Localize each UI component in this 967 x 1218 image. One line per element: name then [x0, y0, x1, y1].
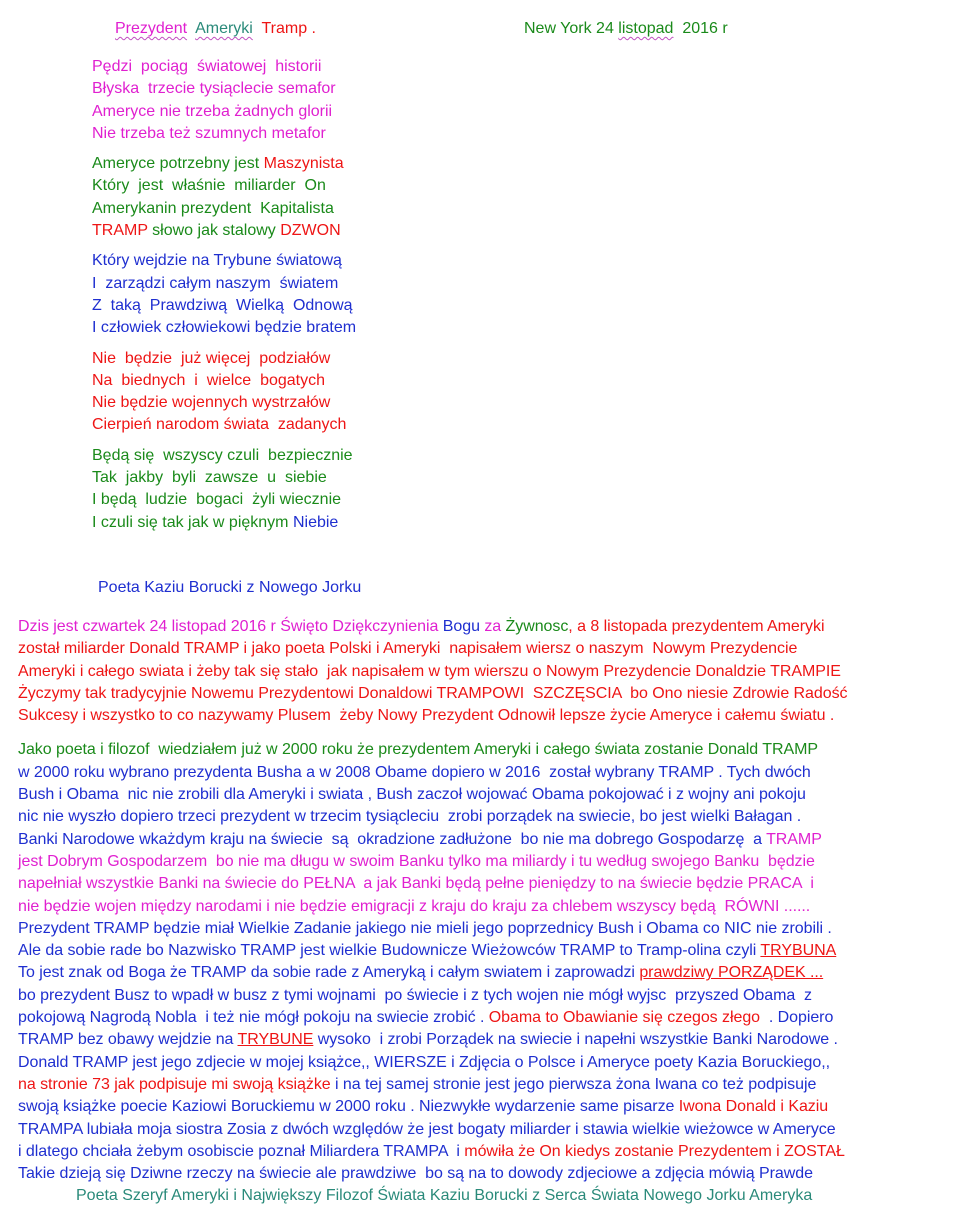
poem-stanza-2: [92, 153, 592, 242]
prose-line: nic nie wyszło dopiero trzeci prezydent w trzecim tysiącleciu zrobi porządek na swiecie, bo jest wielki Bałagan .: [18, 808, 802, 826]
poem-line: [92, 220, 592, 242]
prose-text: Banki Narodowe wkażdym kraju na świecie są okradzione zadłużone bo nie ma dobrego Gospodarzę a: [18, 830, 767, 848]
prose-link-trybuna: TRYBUNA: [760, 942, 837, 960]
prose-line: [18, 1074, 963, 1096]
prose-text: , a 8 listopada prezydentem Ameryki: [568, 618, 825, 635]
prose-line: Prezydent TRAMP będzie miał Wielkie Zadanie jakiego nie mieli jego poprzednicy Bush i Obama co NIC nie zrobili .: [18, 919, 832, 937]
prose-line: [18, 1007, 963, 1029]
dateline: [524, 18, 728, 40]
prose-text: Ale da sobie rade bo Nazwisko TRAMP jest wielkie Budownicze Wieżowców TRAMP to Tramp-olina czyli: [18, 942, 761, 960]
poem-line: I zarządzi całym naszym światem: [92, 274, 339, 292]
prose-text: TRAMP bez obawy wejdzie na: [18, 1031, 238, 1049]
prose-word-tramp: TRAMP: [766, 830, 822, 848]
poem-word-tramp: TRAMP: [92, 222, 148, 240]
dateline-month: listopad: [618, 20, 674, 37]
prose-text: To jest znak od Boga że TRAMP da sobie rade z Ameryką i całym swiatem i zaprowadzi: [18, 964, 640, 982]
prose-text: za: [479, 618, 506, 635]
poem-word-dzwon: DZWON: [280, 222, 341, 240]
poem-stanza-4: [92, 348, 592, 437]
poem-line: [92, 512, 592, 534]
poem-line: Który jest właśnie miliarder On: [92, 177, 326, 195]
poem-line-text: I czuli się tak jak w pięknym: [92, 513, 293, 531]
prose-text: swoją książke poecie Kaziowi Boruckiemu w 2000 roku . Niezwykłe wydarzenie same pisarze: [18, 1098, 679, 1116]
title-word-tramp: Tramp .: [261, 20, 316, 37]
prose: [18, 616, 963, 1197]
poem-line: Z taką Prawdziwą Wielką Odnową: [92, 296, 353, 314]
poem-line: Błyska trzecie tysiąclecie semafor: [92, 80, 336, 98]
dateline-place: New York 24: [524, 20, 619, 37]
prose-text-mowila: mówiła że On kiedys zostanie Prezydentem i ZOSTAŁ: [464, 1142, 845, 1160]
prose-text-obama: Obama to Obawianie się czegos złego: [488, 1009, 761, 1027]
poem-stanza-1: [92, 56, 592, 145]
poem-line: I będą ludzie bogaci żyli wiecznie: [92, 491, 342, 509]
prose-text: pokojową Nagrodą Nobla i też nie mógł pokoju na swiecie zrobić .: [18, 1009, 489, 1027]
prose-line: TRAMPA lubiała moja siostra Zosia z dwóch względów że jest bogaty miliarder i stawia wielkie wieżowce w Ameryce: [18, 1120, 836, 1138]
poem-line: [92, 153, 592, 175]
prose-line: Donald TRAMP jest jego zdjecie w mojej książce,, WIERSZE i Zdjęcia o Polsce i Ameryce poety Kazia Boruckiego,,: [18, 1053, 831, 1071]
poem-word-maszynista: Maszynista: [263, 155, 344, 173]
prose-line: nie będzie wojen między narodami i nie będzie emigracji z kraju do kraju za chlebem wszyscy będą RÓWNI ......: [18, 897, 811, 915]
prose-text: i dlatego chciała żebym osobiscie poznał Miliardera TRAMPA i: [18, 1142, 465, 1160]
prose-line: napełniał wszystkie Banki na świecie do PEŁNA a jak Banki będą pełne pieniędzy to na świecie będzie PRACA i: [18, 875, 814, 893]
poem-line: Będą się wszyscy czuli bezpiecznie: [92, 446, 353, 464]
prose-link-porzadek: prawdziwy PORZĄDEK ...: [639, 964, 824, 982]
poem-line: Który wejdzie na Trybune światową: [92, 252, 342, 270]
poem-stanza-3: [92, 250, 592, 339]
prose-line: bo prezydent Busz to wpadł w busz z tymi wojnami po świecie i z tych wojen nie mógł wyjsc przyszed Obama z: [18, 986, 812, 1004]
poem-line: Na biednych i wielce bogatych: [92, 371, 326, 389]
prose-paragraph-2: [18, 739, 963, 1185]
prose-paragraph-1: [18, 616, 963, 727]
prose-text: wysoko i zrobi Porządek na swiecie i napełni wszystkie Banki Narodowe .: [313, 1031, 838, 1049]
prose-line: Życzymy tak tradycyjnie Nowemu Prezydentowi Donaldowi TRAMPOWI SZCZĘSCIA bo Ono niesie Zdrowie Radość: [18, 684, 848, 702]
prose-line: Sukcesy i wszystko to co nazywamy Plusem żeby Nowy Prezydent Odnowił lepsze życie Ameryce i całemu światu .: [18, 707, 835, 725]
poem-line: I człowiek człowiekowi będzie bratem: [92, 319, 357, 337]
prose-line: Jako poeta i filozof wiedziałem już w 2000 roku że prezydentem Ameryki i całego świata zostanie Donald TRAMP: [18, 741, 818, 759]
page-title: [115, 18, 316, 40]
prose-line: [18, 1096, 963, 1118]
poem-line-text: słowo jak stalowy: [147, 222, 281, 240]
prose-line: został miliarder Donald TRAMP i jako poeta Polski i Ameryki napisałem wiersz o naszym Nowym Prezydencie: [18, 640, 798, 658]
poem-line: Nie trzeba też szumnych metafor: [92, 124, 326, 142]
poem-line: Ameryce nie trzeba żadnych glorii: [92, 102, 333, 120]
prose-line: [18, 616, 963, 638]
prose-text: i na tej samej stronie jest jego pierwsza żona Iwana co też podpisuje: [330, 1075, 817, 1093]
prose-word-bogu: Bogu: [442, 618, 480, 635]
poem-line: Nie będzie wojennych wystrzałów: [92, 394, 331, 412]
prose-line: [18, 962, 963, 984]
prose-line: w 2000 roku wybrano prezydenta Busha a w 2008 Obame dopiero w 2016 został wybrany TRAMP . Tych dwóch: [18, 763, 811, 781]
title-word-ameryki: Ameryki: [195, 20, 253, 37]
prose-line: [18, 829, 963, 851]
prose-line: Ameryki i całego swiata i żeby tak się stało jak napisałem w tym wierszu o Nowym Prezydencie Donaldzie TRAMPIE: [18, 662, 841, 680]
title-word-prezydent: Prezydent: [115, 20, 188, 37]
poem-signature: Poeta Kaziu Borucki z Nowego Jorku: [98, 579, 362, 596]
prose-line: Takie dzieją się Dziwne rzeczy na świecie ale prawdziwe bo są na to dowody zdjeciowe a zdjęcia mówią Prawde: [18, 1165, 813, 1183]
dateline-year: 2016 r: [673, 20, 728, 37]
prose-text-strona: na stronie 73 jak podpisuje mi swoją książke: [18, 1075, 331, 1093]
poem-line: Amerykanin prezydent Kapitalista: [92, 199, 334, 217]
poem-word-niebie: Niebie: [292, 513, 339, 531]
prose-text: Dzis jest czwartek 24 listopad 2016 r Święto Dziękczynienia: [18, 618, 443, 635]
poem-line: Nie będzie już więcej podziałów: [92, 349, 331, 367]
header: [0, 18, 967, 40]
poem-stanza-5: [92, 445, 592, 534]
poem-line-text: Ameryce potrzebny jest: [92, 155, 264, 173]
poem-line: Cierpień narodom świata zadanych: [92, 416, 347, 434]
prose-line: Bush i Obama nic nie zrobili dla Ameryki i swiata , Bush zaczoł wojować Obama pokojować i z wojny ani pokoju: [18, 786, 806, 804]
prose-word-zywnosc: Żywnosc: [505, 618, 569, 635]
prose-line: [18, 1029, 963, 1051]
poem-line: Pędzi pociąg światowej historii: [92, 58, 322, 75]
poem-line: Tak jakby byli zawsze u siebie: [92, 469, 327, 487]
prose-line: jest Dobrym Gospodarzem bo nie ma długu w swoim Banku tylko ma miliardy i tu według swojego Banku będzie: [18, 852, 815, 870]
poem: [92, 56, 592, 542]
prose-text-names: Iwona Donald i Kaziu: [678, 1098, 829, 1116]
prose-line: [18, 940, 963, 962]
prose-text: . Dopiero: [760, 1009, 834, 1027]
prose-line: [18, 1141, 963, 1163]
prose-link-trybune: TRYBUNE: [237, 1031, 314, 1049]
footer-signature: Poeta Szeryf Ameryki i Największy Filozof Świata Kaziu Borucki z Serca Świata Nowego Jorku Ameryka: [76, 1187, 813, 1204]
